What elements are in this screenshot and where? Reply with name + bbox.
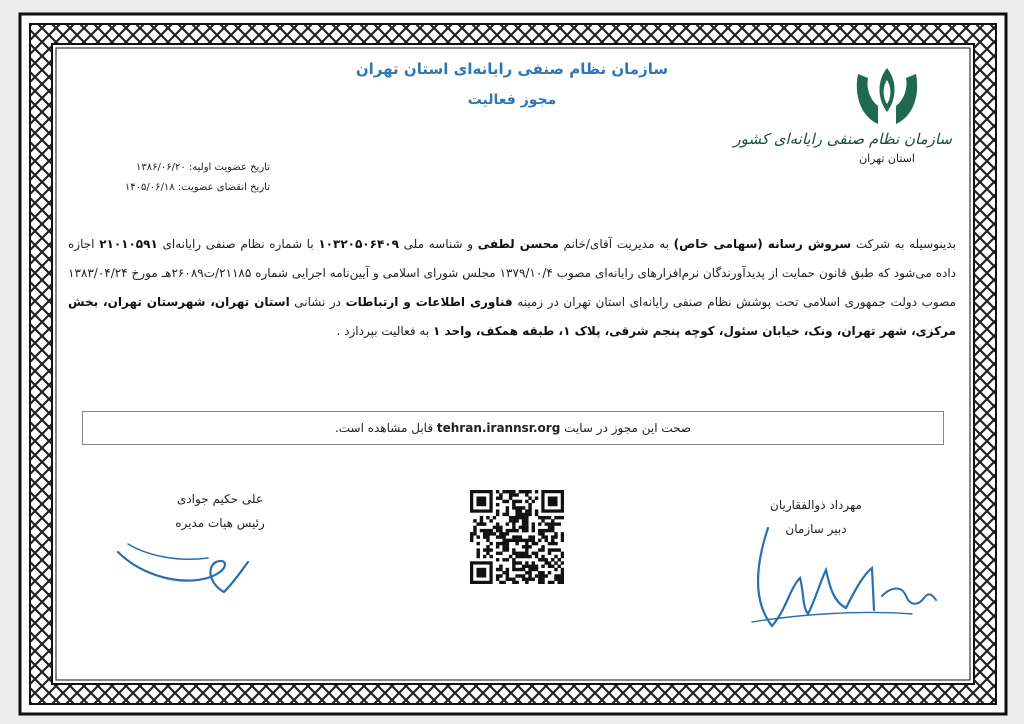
verification-suffix: قابل مشاهده است.: [334, 421, 434, 435]
verification-box: [82, 411, 944, 445]
first-membership-date: تاریخ عضویت اولیه: ۱۳۸۶/۰۶/۲۰: [136, 162, 270, 173]
company-name: سروش رسانه (سهامی خاص): [673, 237, 852, 251]
business-address: استان تهران، شهرستان تهران، بخش مرکزی، شهر تهران، ونک، خیابان سئول، کوچه پنجم شرقی، پلاک ۱، طبقه همکف، واحد ۱: [68, 295, 956, 338]
organization-logo: [733, 66, 952, 165]
secretary-name: مهرداد ذوالفقاریان: [770, 498, 862, 512]
membership-expiry-date: تاریخ انقضای عضویت: ۱۴۰۵/۰۶/۱۸: [124, 182, 270, 193]
organization-title: سازمان نظام صنفی رایانه‌ای استان تهران: [355, 60, 669, 78]
logo-name-text: سازمان نظام صنفی رایانه‌ای کشور: [733, 130, 952, 148]
qr-code-pattern-icon: [470, 490, 564, 584]
manager-name: محسن لطفی: [477, 237, 559, 251]
body-part-3: و شناسه ملی: [403, 237, 473, 251]
verification-prefix: صحت این مجوز در سایت: [564, 421, 692, 435]
body-part-6: در نشانی: [294, 295, 342, 309]
license-body-text: [68, 230, 956, 346]
activity-field: فناوری اطلاعات و ارتباطات: [345, 295, 513, 309]
chairman-name: علی حکیم جوادی: [176, 492, 264, 506]
national-id: ۱۰۳۲۰۵۰۶۴۰۹: [318, 237, 399, 251]
body-part-7: به فعالیت بپردازد .: [336, 324, 430, 338]
secretary-role: دبیر سازمان: [785, 522, 847, 536]
membership-dates: [70, 158, 270, 198]
body-part-2: به مدیریت آقای/خانم: [563, 237, 669, 251]
chairman-role: رئیس هیات مدیره: [175, 516, 265, 530]
membership-number: ۲۱۰۱۰۵۹۱: [99, 237, 158, 251]
logo-province-text: استان تهران: [859, 152, 915, 165]
logo-emblem-icon: [850, 66, 924, 128]
body-part-1: بدینوسیله به شرکت: [855, 237, 957, 251]
body-part-5: اجازه داده می‌شود که طبق قانون حمایت از پدیدآورندگان نرم‌افزارهای رایانه‌ای مصوب ۱۳۷۹/۱۰/۴ مجلس شورای اسلامی و آیین‌نامه اجرایی شماره ۲۱۱۸۵/ت۲۶۰۸۹هـ مورخ ۱۳۸۳/۰۴/۲۴ مصوب دولت جمهوری اسلامی تحت پوشش نظام صنفی رایانه‌ای استان تهران در زمینه: [68, 237, 957, 309]
body-part-4: با شماره نظام صنفی رایانه‌ای: [162, 237, 314, 251]
verification-site-link[interactable]: tehran.irannsr.org: [436, 421, 561, 435]
qr-code[interactable]: [470, 490, 564, 584]
secretary-signature-scribble: [742, 518, 942, 636]
chairman-signature-scribble: [108, 522, 258, 602]
document-title: مجوز فعالیت: [467, 92, 557, 108]
